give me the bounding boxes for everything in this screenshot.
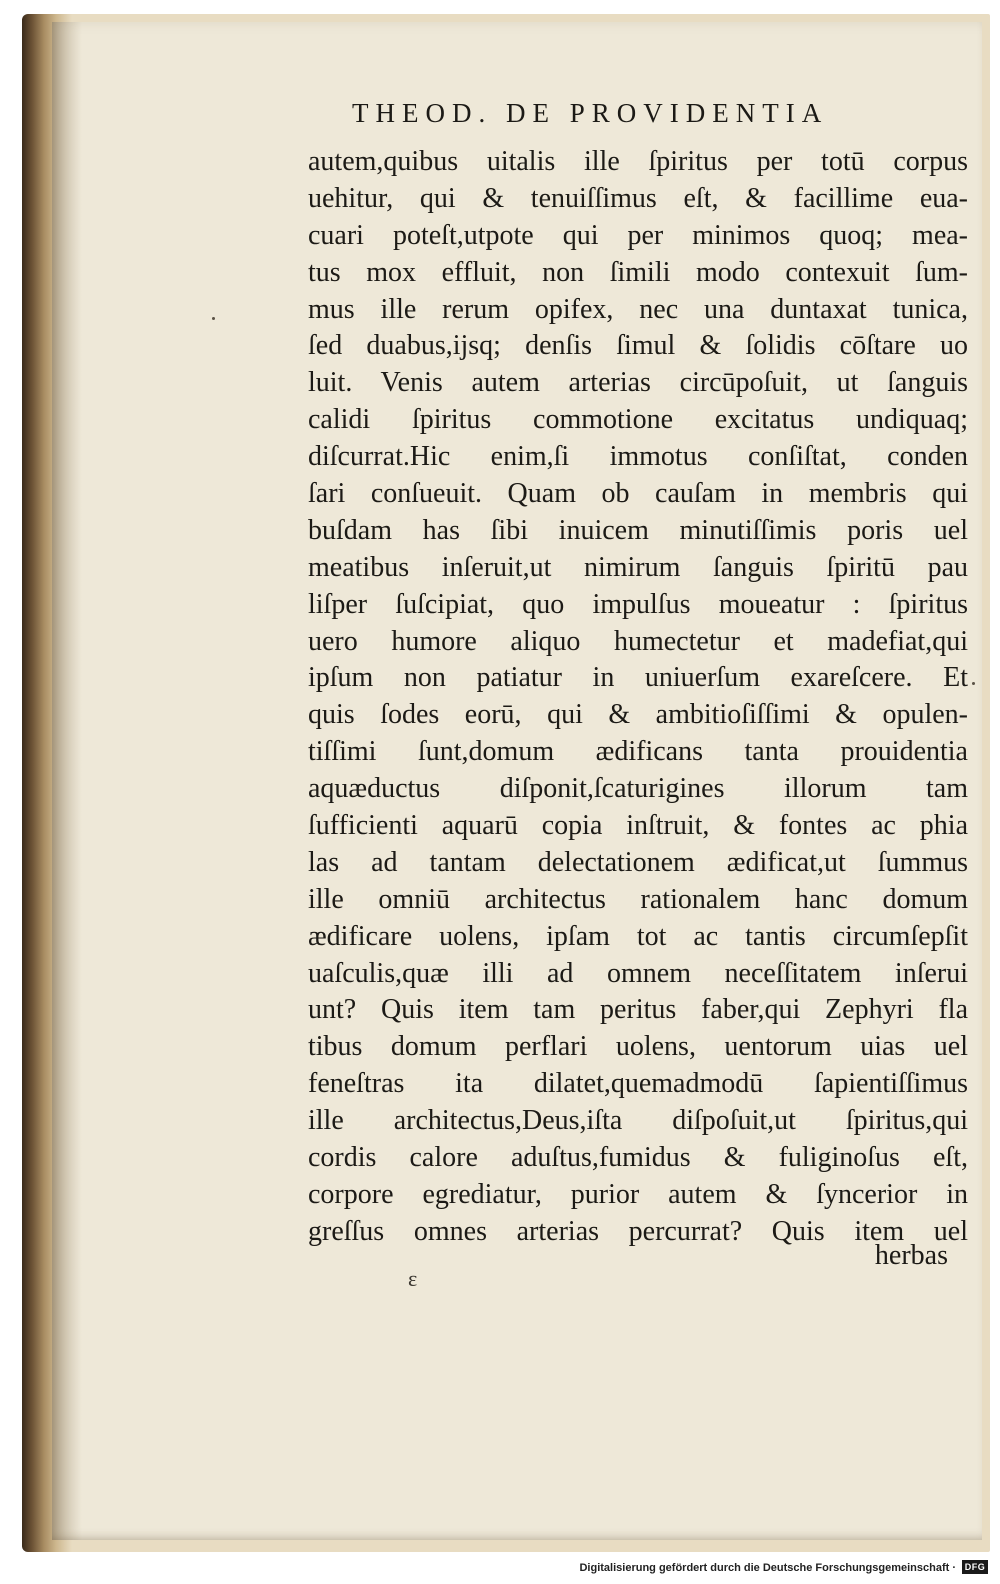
signature-mark: ɛ: [408, 1266, 418, 1291]
text-line: feneſtras ita dilatet,quemadmodū ſapientiſſimus: [308, 1068, 968, 1100]
text-line: uero humore aliquo humectetur et madefiat,qui: [308, 625, 968, 657]
text-line: cuari poteſt,utpote qui per minimos quoq; mea-: [308, 219, 968, 251]
text-line: tibus domum perflari uolens, uentorum uias uel: [308, 1031, 968, 1063]
text-line: uaſculis,quæ illi ad omnem neceſſitatem inſerui: [308, 957, 968, 989]
footer-bar: [0, 1552, 1000, 1584]
text-line: uehitur, qui & tenuiſſimus eſt, & facillime eua-: [308, 182, 968, 214]
paper-speck: [212, 317, 215, 320]
text-line: liſper ſuſcipiat, quo impulſus moueatur : ſpiritus: [308, 588, 968, 620]
text-block: [308, 144, 968, 1251]
text-line: ſari conſueuit. Quam ob cauſam in membris qui: [308, 478, 968, 510]
text-line: unt? Quis item tam peritus faber,qui Zephyri fla: [308, 994, 968, 1026]
text-line: ædificare uolens, ipſam tot ac tantis circumſepſit: [308, 920, 968, 952]
text-line: quis ſodes eorū, qui & ambitioſiſſimi & opulen-: [308, 699, 968, 731]
text-line: ſed duabus,ijsq; denſis ſimul & ſolidis cōſtare uo: [308, 330, 968, 362]
text-line: las ad tantam delectationem ædificat,ut ſummus: [308, 846, 968, 878]
text-line: ſufficienti aquarū copia inſtruit, & fontes ac phia: [308, 810, 968, 842]
text-line: ille omniū architectus rationalem hanc domum: [308, 883, 968, 915]
text-line: ille architectus,Deus,iſta diſpoſuit,ut ſpiritus,qui: [308, 1105, 968, 1137]
text-line: autem,quibus uitalis ille ſpiritus per totū corpus: [308, 146, 968, 177]
text-line: cordis calore aduſtus,fumidus & fuliginoſus eſt,: [308, 1142, 968, 1174]
text-line: mus ille rerum opifex, nec una duntaxat tunica,: [308, 293, 968, 325]
text-line: meatibus inſeruit,ut nimirum ſanguis ſpiritū pau: [308, 551, 968, 583]
catchword: herbas: [874, 1240, 948, 1271]
book-page: [52, 22, 982, 1540]
text-line: diſcurrat.Hic enim,ſi immotus conſiſtat, conden: [308, 441, 968, 473]
text-line: corpore egrediatur, purior autem & ſyncerior in: [308, 1178, 968, 1210]
page-fold-shadow: [52, 22, 82, 1540]
funding-credit: Digitalisierung gefördert durch die Deutsche Forschungsgemeinschaft ·: [579, 1562, 956, 1574]
text-line: buſdam has ſibi inuicem minutiſſimis poris uel: [308, 514, 968, 546]
text-line: ipſum non patiatur in uniuerſum exareſcere. Et: [308, 662, 968, 694]
text-line: greſſus omnes arterias percurrat? Quis item uel: [308, 1215, 968, 1247]
text-line: tiſſimi ſunt,domum ædificans tanta prouidentia: [308, 736, 968, 768]
dfg-logo: DFG: [962, 1560, 988, 1574]
running-head: THEOD. DE PROVIDENTIA: [352, 98, 829, 128]
text-line: tus mox effluit, non ſimili modo contexuit ſum-: [308, 256, 968, 288]
text-line: calidi ſpiritus commotione excitatus undiquaq;: [308, 404, 968, 436]
paper-speck: [972, 682, 975, 685]
text-line: aquæductus diſponit,ſcaturigines illorum tam: [308, 773, 968, 805]
text-line: luit. Venis autem arterias circūpoſuit, ut ſanguis: [308, 367, 968, 399]
